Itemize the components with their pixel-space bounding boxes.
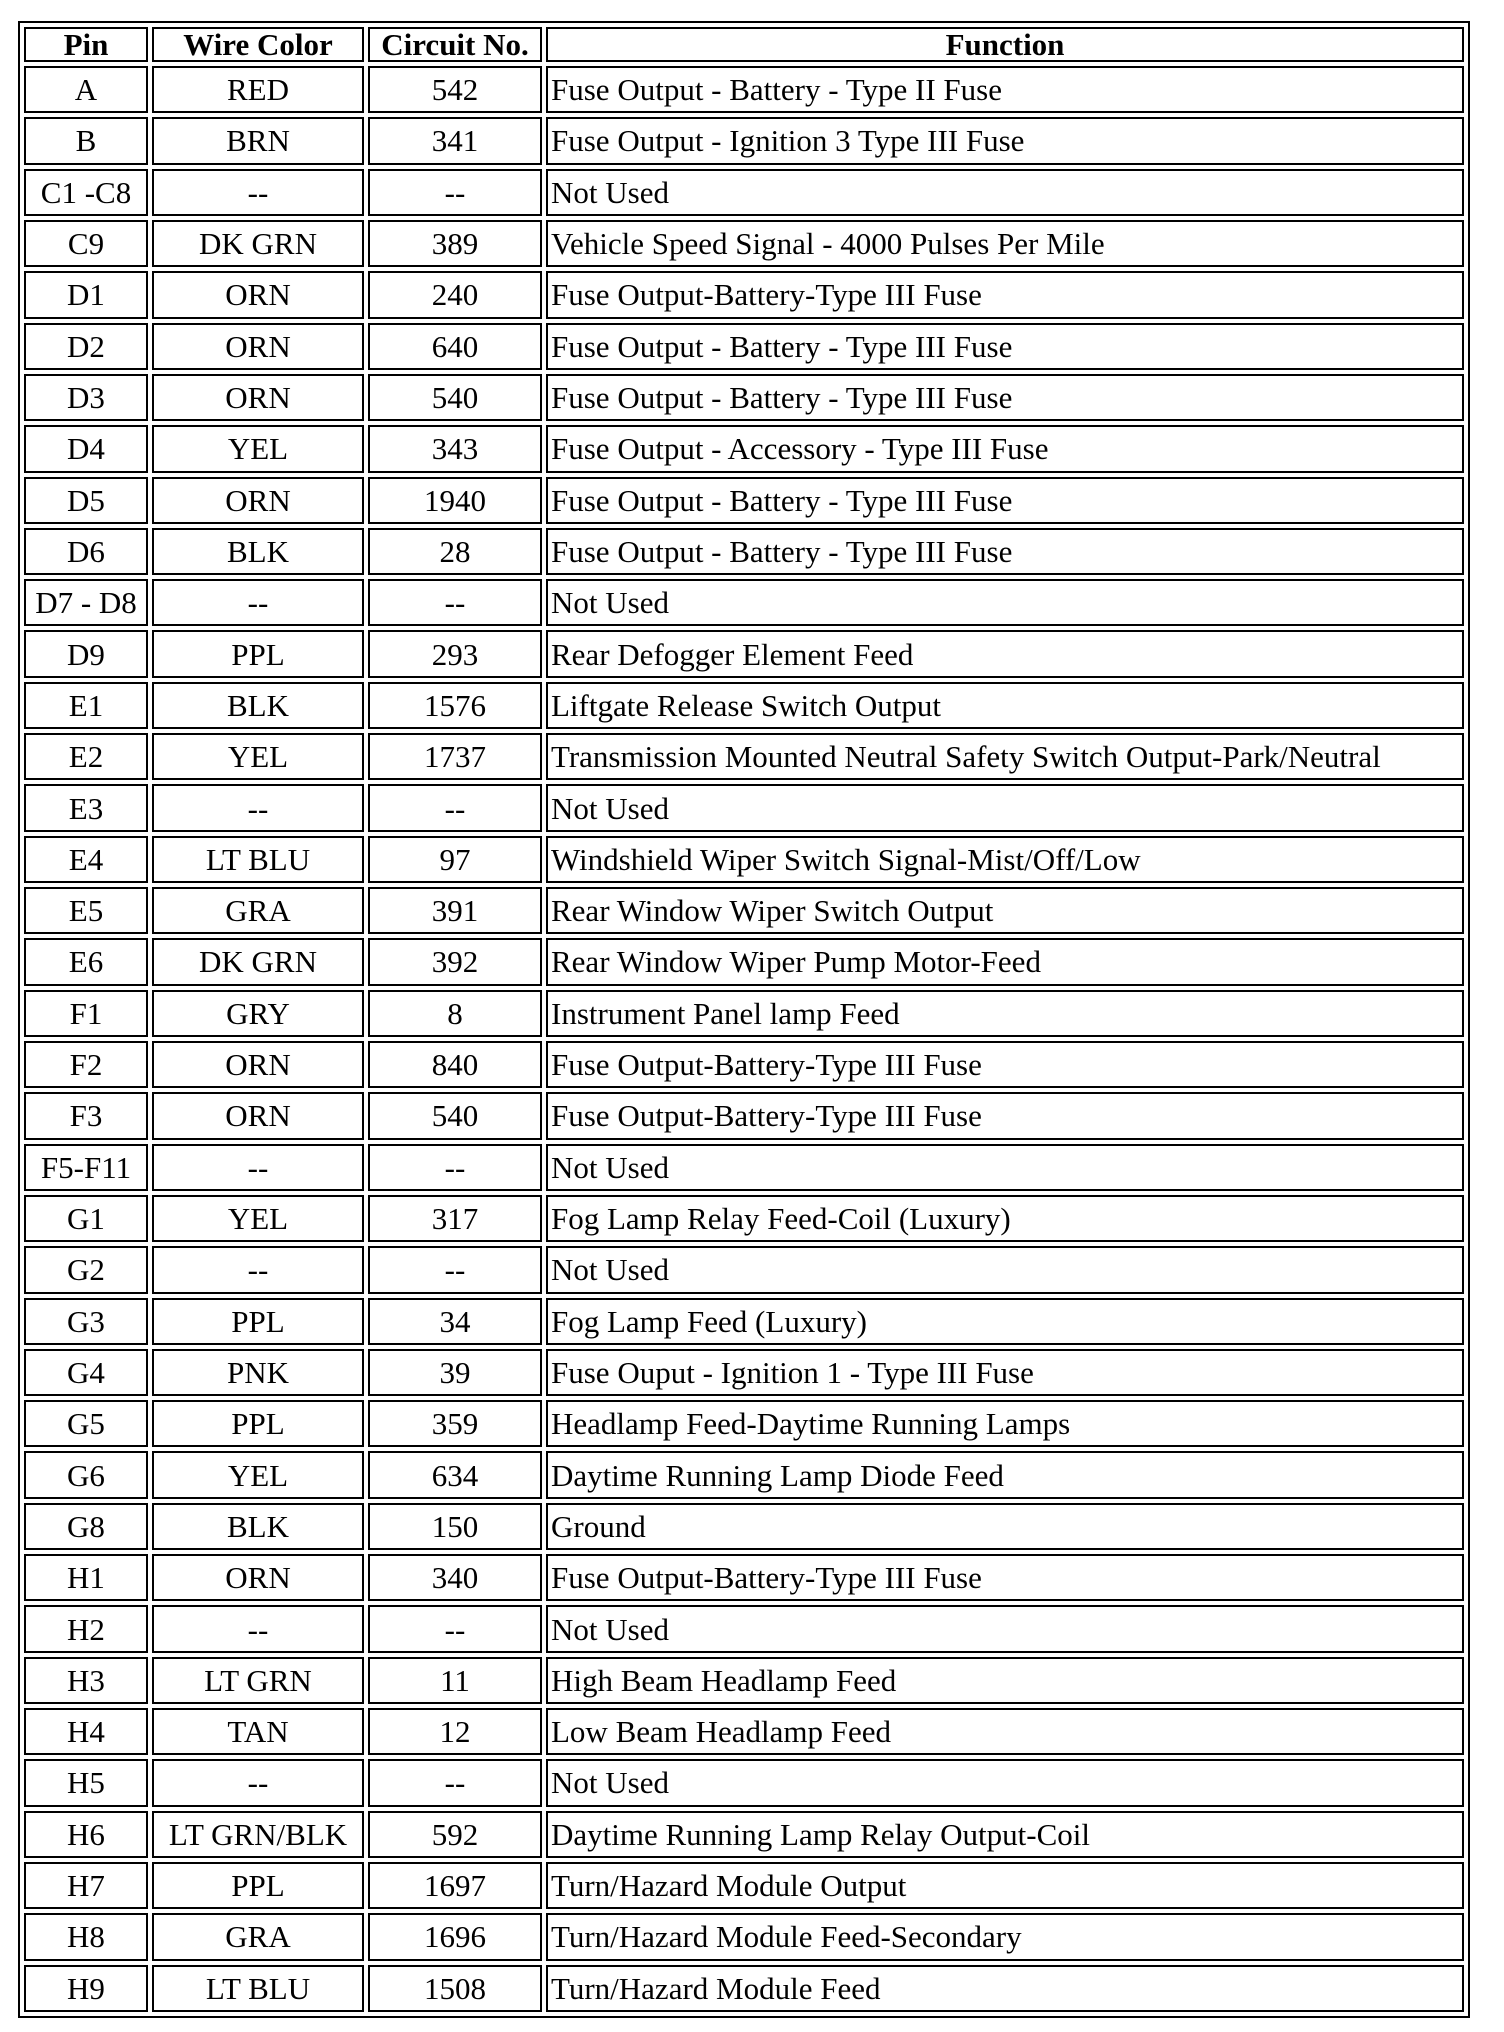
circuit-no-cell: 28 (368, 528, 542, 575)
wire-color-cell: LT BLU (152, 836, 364, 883)
table-row (24, 1605, 1464, 1652)
wire-color-cell: PNK (152, 1349, 364, 1396)
function-cell: Rear Window Wiper Switch Output (546, 887, 1464, 934)
circuit-no-cell: 293 (368, 630, 542, 677)
table-body (24, 66, 1464, 2012)
pin-cell: E6 (24, 938, 148, 985)
wire-color-cell: GRA (152, 1913, 364, 1960)
table-row (24, 1246, 1464, 1293)
table-row (24, 66, 1464, 113)
circuit-no-cell: 540 (368, 374, 542, 421)
pin-cell: G2 (24, 1246, 148, 1293)
wire-color-cell: ORN (152, 271, 364, 318)
pin-cell: H1 (24, 1554, 148, 1601)
function-cell: Daytime Running Lamp Diode Feed (546, 1451, 1464, 1498)
circuit-no-cell: 840 (368, 1041, 542, 1088)
table-row (24, 1349, 1464, 1396)
table-row (24, 682, 1464, 729)
wire-color-cell: -- (152, 1144, 364, 1191)
pin-cell: G6 (24, 1451, 148, 1498)
table-row (24, 630, 1464, 677)
circuit-no-cell: 391 (368, 887, 542, 934)
table-row (24, 1913, 1464, 1960)
pin-cell: A (24, 66, 148, 113)
function-cell: Fuse Output-Battery-Type III Fuse (546, 271, 1464, 318)
circuit-no-cell: 11 (368, 1657, 542, 1704)
function-cell: Not Used (546, 579, 1464, 626)
pin-cell: F3 (24, 1092, 148, 1139)
wire-color-cell: DK GRN (152, 220, 364, 267)
function-cell: Low Beam Headlamp Feed (546, 1708, 1464, 1755)
pin-cell: D7 - D8 (24, 579, 148, 626)
function-cell: Fuse Output-Battery-Type III Fuse (546, 1092, 1464, 1139)
wire-color-cell: PPL (152, 1298, 364, 1345)
pin-cell: H6 (24, 1811, 148, 1858)
function-cell: Not Used (546, 1605, 1464, 1652)
connector-pinout-table (20, 23, 1468, 2016)
function-cell: Daytime Running Lamp Relay Output-Coil (546, 1811, 1464, 1858)
table-row (24, 1862, 1464, 1909)
pin-cell: D1 (24, 271, 148, 318)
circuit-no-cell: 8 (368, 990, 542, 1037)
pin-cell: H5 (24, 1759, 148, 1806)
wire-color-cell: YEL (152, 1195, 364, 1242)
function-cell: Not Used (546, 169, 1464, 216)
function-cell: Fuse Output-Battery-Type III Fuse (546, 1041, 1464, 1088)
wire-color-cell: -- (152, 1759, 364, 1806)
circuit-no-cell: 1737 (368, 733, 542, 780)
table-row (24, 323, 1464, 370)
function-cell: Fuse Output - Ignition 3 Type III Fuse (546, 117, 1464, 164)
wire-color-cell: -- (152, 1605, 364, 1652)
pin-cell: F1 (24, 990, 148, 1037)
pin-cell: D3 (24, 374, 148, 421)
circuit-no-cell: 392 (368, 938, 542, 985)
table-row (24, 1554, 1464, 1601)
wire-color-cell: PPL (152, 1862, 364, 1909)
wire-color-cell: ORN (152, 1041, 364, 1088)
pin-cell: F2 (24, 1041, 148, 1088)
table-row (24, 1708, 1464, 1755)
table-row (24, 374, 1464, 421)
circuit-no-cell: -- (368, 1246, 542, 1293)
pin-cell: H2 (24, 1605, 148, 1652)
wire-color-cell: TAN (152, 1708, 364, 1755)
table-row (24, 1092, 1464, 1139)
function-cell: High Beam Headlamp Feed (546, 1657, 1464, 1704)
function-cell: Ground (546, 1503, 1464, 1550)
table-row (24, 1144, 1464, 1191)
function-cell: Fuse Output - Battery - Type II Fuse (546, 66, 1464, 113)
header-row (24, 27, 1464, 62)
circuit-no-cell: 343 (368, 425, 542, 472)
pin-cell: C1 -C8 (24, 169, 148, 216)
wire-color-cell: BLK (152, 682, 364, 729)
wire-color-cell: ORN (152, 374, 364, 421)
wire-color-cell: PPL (152, 1400, 364, 1447)
table-row (24, 1400, 1464, 1447)
circuit-no-cell: 341 (368, 117, 542, 164)
wire-color-cell: -- (152, 1246, 364, 1293)
wire-color-cell: PPL (152, 630, 364, 677)
circuit-no-cell: 12 (368, 1708, 542, 1755)
function-cell: Fuse Output - Battery - Type III Fuse (546, 374, 1464, 421)
circuit-no-cell: 592 (368, 1811, 542, 1858)
wire-color-cell: LT GRN (152, 1657, 364, 1704)
table-row (24, 477, 1464, 524)
function-cell: Windshield Wiper Switch Signal-Mist/Off/Low (546, 836, 1464, 883)
pin-cell: H4 (24, 1708, 148, 1755)
circuit-no-cell: 240 (368, 271, 542, 318)
wire-color-cell: -- (152, 784, 364, 831)
function-cell: Turn/Hazard Module Feed-Secondary (546, 1913, 1464, 1960)
pin-cell: E4 (24, 836, 148, 883)
wire-color-cell: ORN (152, 323, 364, 370)
pin-cell: H3 (24, 1657, 148, 1704)
table-row (24, 1041, 1464, 1088)
wire-color-cell: YEL (152, 733, 364, 780)
circuit-no-cell: 359 (368, 1400, 542, 1447)
table-row (24, 1657, 1464, 1704)
pin-cell: D9 (24, 630, 148, 677)
pin-cell: G1 (24, 1195, 148, 1242)
wire-color-cell: YEL (152, 425, 364, 472)
circuit-no-cell: -- (368, 1144, 542, 1191)
wire-color-cell: GRA (152, 887, 364, 934)
function-cell: Fuse Output - Battery - Type III Fuse (546, 477, 1464, 524)
function-cell: Transmission Mounted Neutral Safety Switch Output-Park/Neutral (546, 733, 1464, 780)
pin-cell: G3 (24, 1298, 148, 1345)
function-cell: Not Used (546, 1759, 1464, 1806)
table-row (24, 1811, 1464, 1858)
table-header (24, 27, 1464, 62)
function-cell: Fuse Output - Battery - Type III Fuse (546, 528, 1464, 575)
wire-color-cell: -- (152, 169, 364, 216)
function-cell: Rear Defogger Element Feed (546, 630, 1464, 677)
circuit-no-cell: 317 (368, 1195, 542, 1242)
circuit-no-cell: 640 (368, 323, 542, 370)
table-row (24, 169, 1464, 216)
wire-color-cell: RED (152, 66, 364, 113)
wire-color-cell: ORN (152, 1092, 364, 1139)
table-row (24, 1503, 1464, 1550)
function-cell: Not Used (546, 784, 1464, 831)
function-cell: Vehicle Speed Signal - 4000 Pulses Per Mile (546, 220, 1464, 267)
table-row (24, 1451, 1464, 1498)
circuit-no-cell: -- (368, 1759, 542, 1806)
circuit-no-cell: 542 (368, 66, 542, 113)
pin-cell: D2 (24, 323, 148, 370)
header-wire-color: Wire Color (152, 27, 364, 62)
circuit-no-cell: 1696 (368, 1913, 542, 1960)
pin-cell: G8 (24, 1503, 148, 1550)
table-row (24, 1195, 1464, 1242)
function-cell: Fog Lamp Feed (Luxury) (546, 1298, 1464, 1345)
table-row (24, 117, 1464, 164)
table-row (24, 528, 1464, 575)
circuit-no-cell: 150 (368, 1503, 542, 1550)
table-row (24, 836, 1464, 883)
function-cell: Instrument Panel lamp Feed (546, 990, 1464, 1037)
wire-color-cell: LT GRN/BLK (152, 1811, 364, 1858)
wire-color-cell: BLK (152, 1503, 364, 1550)
circuit-no-cell: 97 (368, 836, 542, 883)
wire-color-cell: GRY (152, 990, 364, 1037)
wire-color-cell: ORN (152, 477, 364, 524)
function-cell: Rear Window Wiper Pump Motor-Feed (546, 938, 1464, 985)
pin-cell: G5 (24, 1400, 148, 1447)
pin-cell: C9 (24, 220, 148, 267)
table-row (24, 990, 1464, 1037)
circuit-no-cell: 340 (368, 1554, 542, 1601)
circuit-no-cell: -- (368, 1605, 542, 1652)
table-row (24, 938, 1464, 985)
table-row (24, 887, 1464, 934)
wire-color-cell: DK GRN (152, 938, 364, 985)
circuit-no-cell: 1697 (368, 1862, 542, 1909)
wire-color-cell: YEL (152, 1451, 364, 1498)
header-function: Function (546, 27, 1464, 62)
pin-cell: D4 (24, 425, 148, 472)
table-row (24, 784, 1464, 831)
function-cell: Fuse Output - Accessory - Type III Fuse (546, 425, 1464, 472)
circuit-no-cell: 39 (368, 1349, 542, 1396)
pin-cell: E3 (24, 784, 148, 831)
circuit-no-cell: -- (368, 579, 542, 626)
wire-color-cell: BRN (152, 117, 364, 164)
circuit-no-cell: 634 (368, 1451, 542, 1498)
function-cell: Fog Lamp Relay Feed-Coil (Luxury) (546, 1195, 1464, 1242)
function-cell: Fuse Output-Battery-Type III Fuse (546, 1554, 1464, 1601)
function-cell: Fuse Output - Battery - Type III Fuse (546, 323, 1464, 370)
pin-cell: H7 (24, 1862, 148, 1909)
circuit-no-cell: 1940 (368, 477, 542, 524)
table-row (24, 220, 1464, 267)
table-row (24, 1298, 1464, 1345)
table-row (24, 1965, 1464, 2012)
pin-cell: H8 (24, 1913, 148, 1960)
circuit-no-cell: -- (368, 169, 542, 216)
function-cell: Liftgate Release Switch Output (546, 682, 1464, 729)
circuit-no-cell: -- (368, 784, 542, 831)
function-cell: Turn/Hazard Module Output (546, 1862, 1464, 1909)
wire-color-cell: ORN (152, 1554, 364, 1601)
function-cell: Turn/Hazard Module Feed (546, 1965, 1464, 2012)
table-row (24, 425, 1464, 472)
circuit-no-cell: 389 (368, 220, 542, 267)
circuit-no-cell: 540 (368, 1092, 542, 1139)
wire-color-cell: -- (152, 579, 364, 626)
table-row (24, 1759, 1464, 1806)
table-row (24, 579, 1464, 626)
pin-cell: E2 (24, 733, 148, 780)
function-cell: Not Used (546, 1246, 1464, 1293)
table-row (24, 271, 1464, 318)
connector-pinout-table-frame (18, 21, 1470, 2018)
pin-cell: D5 (24, 477, 148, 524)
pin-cell: D6 (24, 528, 148, 575)
header-circuit-no: Circuit No. (368, 27, 542, 62)
wire-color-cell: LT BLU (152, 1965, 364, 2012)
wire-color-cell: BLK (152, 528, 364, 575)
circuit-no-cell: 1576 (368, 682, 542, 729)
pin-cell: G4 (24, 1349, 148, 1396)
function-cell: Headlamp Feed-Daytime Running Lamps (546, 1400, 1464, 1447)
pin-cell: E5 (24, 887, 148, 934)
function-cell: Fuse Ouput - Ignition 1 - Type III Fuse (546, 1349, 1464, 1396)
pin-cell: F5-F11 (24, 1144, 148, 1191)
function-cell: Not Used (546, 1144, 1464, 1191)
pin-cell: B (24, 117, 148, 164)
pin-cell: E1 (24, 682, 148, 729)
circuit-no-cell: 1508 (368, 1965, 542, 2012)
header-pin: Pin (24, 27, 148, 62)
table-row (24, 733, 1464, 780)
pin-cell: H9 (24, 1965, 148, 2012)
circuit-no-cell: 34 (368, 1298, 542, 1345)
